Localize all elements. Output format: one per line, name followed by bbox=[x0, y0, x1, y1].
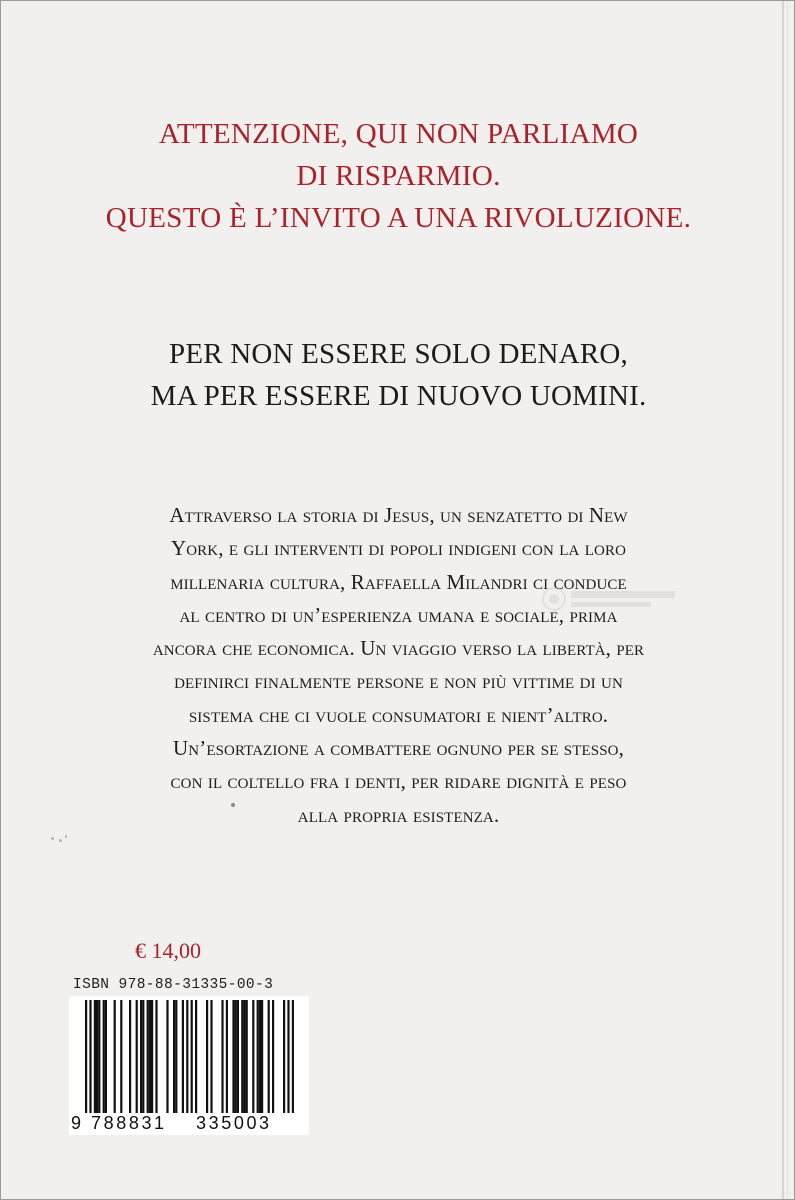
barcode-bar bbox=[140, 1000, 142, 1113]
barcode-digits bbox=[69, 1113, 309, 1135]
barcode bbox=[69, 996, 309, 1131]
print-speck bbox=[51, 837, 54, 840]
barcode-bar bbox=[96, 1000, 98, 1113]
barcode-bar bbox=[287, 1000, 289, 1124]
barcode-bar bbox=[142, 1000, 144, 1113]
headline-line: DI RISPARMIO. bbox=[296, 160, 501, 192]
barcode-bar bbox=[292, 1000, 294, 1124]
barcode-bar bbox=[186, 1000, 188, 1124]
barcode-bar bbox=[246, 1000, 248, 1113]
barcode-bar bbox=[191, 1000, 193, 1124]
barcode-left-group: 788831 bbox=[91, 1113, 167, 1133]
barcode-bar bbox=[136, 1000, 138, 1113]
watermark-logo bbox=[541, 586, 679, 612]
barcode-bar bbox=[235, 1000, 237, 1113]
barcode-bar bbox=[268, 1000, 270, 1113]
subheadline bbox=[1, 333, 795, 417]
blurb-line: Un’esortazione a combattere ognuno per se stesso, bbox=[173, 736, 624, 761]
barcode-bar bbox=[129, 1000, 131, 1113]
barcode-bar bbox=[237, 1000, 239, 1113]
barcode-bar bbox=[120, 1000, 122, 1113]
blurb-line: al centro di un’esperienza umana e sociale, prima bbox=[179, 602, 618, 627]
barcode-bar bbox=[149, 1000, 151, 1113]
blurb-line: York, e gli interventi di popoli indigeni con la loro bbox=[170, 536, 627, 561]
barcode-bar bbox=[210, 1000, 212, 1113]
barcode-bar bbox=[221, 1000, 223, 1113]
blurb-line: ancora che economica. Un viaggio verso la libertà, per bbox=[152, 636, 645, 661]
blurb-line: millenaria cultura, Raffaella Milandri ci conduce bbox=[170, 569, 627, 594]
blurb-line: Attraverso la storia di Jesus, un senzatetto di New bbox=[169, 503, 628, 527]
barcode-bar bbox=[155, 1000, 157, 1113]
barcode-bar bbox=[98, 1000, 100, 1113]
barcode-bar bbox=[232, 1000, 234, 1113]
headline-line: QUESTO È L’INVITO A UNA RIVOLUZIONE. bbox=[105, 202, 692, 234]
subheadline-line: MA PER ESSERE DI NUOVO UOMINI. bbox=[150, 380, 647, 412]
blurb-line: definirci finalmente persone e non più vittime di un bbox=[174, 669, 623, 694]
barcode-bar bbox=[175, 1000, 177, 1113]
blurb-line: sistema che ci vuole consumatori e nient’altro. bbox=[188, 702, 609, 727]
headline-line: ATTENZIONE, QUI NON PARLIAMO bbox=[158, 118, 639, 150]
barcode-bar bbox=[226, 1000, 228, 1113]
barcode-bar bbox=[272, 1000, 274, 1113]
barcode-bar bbox=[89, 1000, 91, 1124]
barcode-bar bbox=[103, 1000, 105, 1113]
barcode-bar bbox=[151, 1000, 153, 1113]
barcode-bar bbox=[252, 1000, 254, 1113]
barcode-lead-digit: 9 bbox=[71, 1113, 82, 1133]
barcode-bar bbox=[173, 1000, 175, 1113]
barcode-bar bbox=[105, 1000, 107, 1113]
barcode-bar bbox=[182, 1000, 184, 1113]
barcode-bar bbox=[166, 1000, 168, 1113]
print-speck bbox=[59, 839, 62, 842]
barcode-bar bbox=[283, 1000, 285, 1113]
blurb-line: con il coltello fra i denti, per ridare dignità e peso bbox=[170, 769, 627, 794]
barcode-bar bbox=[257, 1000, 259, 1113]
barcode-bar bbox=[241, 1000, 243, 1113]
barcode-bar bbox=[114, 1000, 116, 1113]
barcode-bar bbox=[206, 1000, 208, 1113]
blurb-line: alla propria esistenza. bbox=[297, 802, 500, 827]
barcode-bars bbox=[69, 996, 309, 1131]
subheadline-line: PER NON ESSERE SOLO DENARO, bbox=[169, 338, 628, 370]
price-label: € 14,00 bbox=[135, 938, 201, 963]
isbn-label: ISBN 978-88-31335-00-3 bbox=[73, 977, 274, 993]
blurb-text bbox=[1, 499, 795, 832]
barcode-bar bbox=[259, 1000, 261, 1113]
headline bbox=[1, 113, 795, 239]
barcode-bar bbox=[94, 1000, 96, 1113]
print-speck bbox=[65, 835, 67, 838]
barcode-bar bbox=[243, 1000, 245, 1113]
barcode-bar bbox=[261, 1000, 263, 1113]
print-speck bbox=[231, 803, 235, 807]
barcode-bar bbox=[195, 1000, 197, 1113]
barcode-bar bbox=[147, 1000, 149, 1113]
barcode-bar bbox=[85, 1000, 87, 1124]
barcode-right-group: 335003 bbox=[196, 1113, 272, 1133]
